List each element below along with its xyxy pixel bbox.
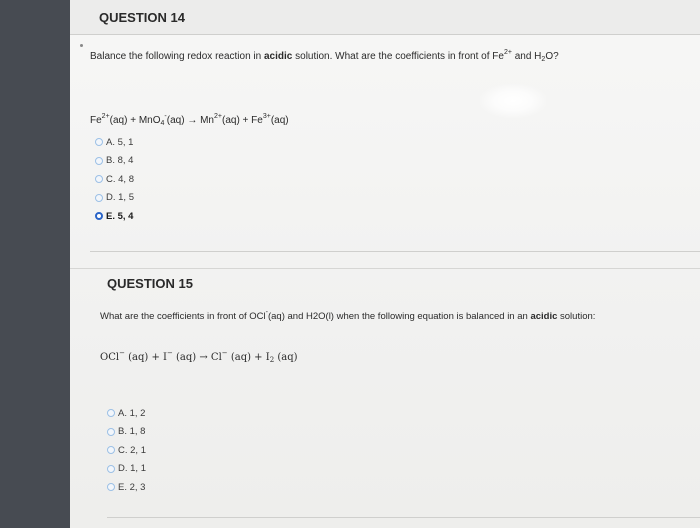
option-label: B. 1, 8 [118, 426, 146, 438]
option-label: D. 1, 5 [106, 192, 134, 204]
left-sidebar [0, 0, 70, 528]
option-c[interactable] [107, 441, 146, 460]
radio-button[interactable] [95, 194, 103, 202]
radio-button[interactable] [107, 428, 115, 436]
question-15-options [107, 404, 146, 497]
radio-button[interactable] [107, 409, 115, 417]
option-b[interactable] [107, 423, 146, 442]
question-14-title: QUESTION 14 [99, 10, 185, 25]
option-d[interactable] [95, 189, 134, 208]
option-label: B. 8, 4 [106, 155, 134, 167]
divider [90, 251, 700, 252]
option-label: A. 1, 2 [118, 407, 146, 419]
divider [70, 268, 700, 269]
option-d[interactable] [107, 460, 146, 479]
question-15-equation: OCl− (aq) + I− (aq) → Cl− $(aq) + I_2$ (aq) [100, 349, 298, 364]
option-label: E. 2, 3 [118, 481, 146, 493]
question-14-prompt: Balance the following redox reaction in acidic solution. What are the coefficients in front of $Fe^{2+}$ and $H_2O$? [90, 49, 559, 63]
radio-button[interactable] [95, 175, 103, 183]
radio-button[interactable] [95, 157, 103, 165]
radio-button[interactable] [107, 446, 115, 454]
option-label: C. 2, 1 [118, 444, 146, 456]
option-b[interactable] [95, 152, 134, 171]
option-c[interactable] [95, 170, 134, 189]
option-label: D. 1, 1 [118, 463, 146, 475]
radio-button[interactable] [107, 465, 115, 473]
option-label: C. 4, 8 [106, 173, 134, 185]
screen-glare [480, 84, 546, 118]
option-a[interactable] [95, 133, 134, 152]
option-label: A. 5, 1 [106, 136, 134, 148]
question-15-prompt: What are the coefficients in front of OCl-(aq) and H2O(l) when the following equation is balanced in an acidic solution: [100, 309, 596, 322]
divider [107, 517, 700, 518]
option-e[interactable] [107, 478, 146, 497]
radio-button-selected[interactable] [95, 212, 103, 220]
option-label: E. 5, 4 [106, 210, 134, 222]
bullet-dot [80, 44, 83, 47]
content-panel [70, 0, 700, 528]
question-14-options [95, 133, 134, 226]
question-15-title: QUESTION 15 [107, 276, 193, 291]
option-a[interactable] [107, 404, 146, 423]
option-e[interactable] [95, 207, 134, 226]
question-14-equation: $Fe^{2+}(aq) + MnO_4^-(aq) \to Mn^{2+}(aq) + Fe^{3+}(aq)$ [90, 113, 289, 127]
radio-button[interactable] [107, 483, 115, 491]
radio-button[interactable] [95, 138, 103, 146]
